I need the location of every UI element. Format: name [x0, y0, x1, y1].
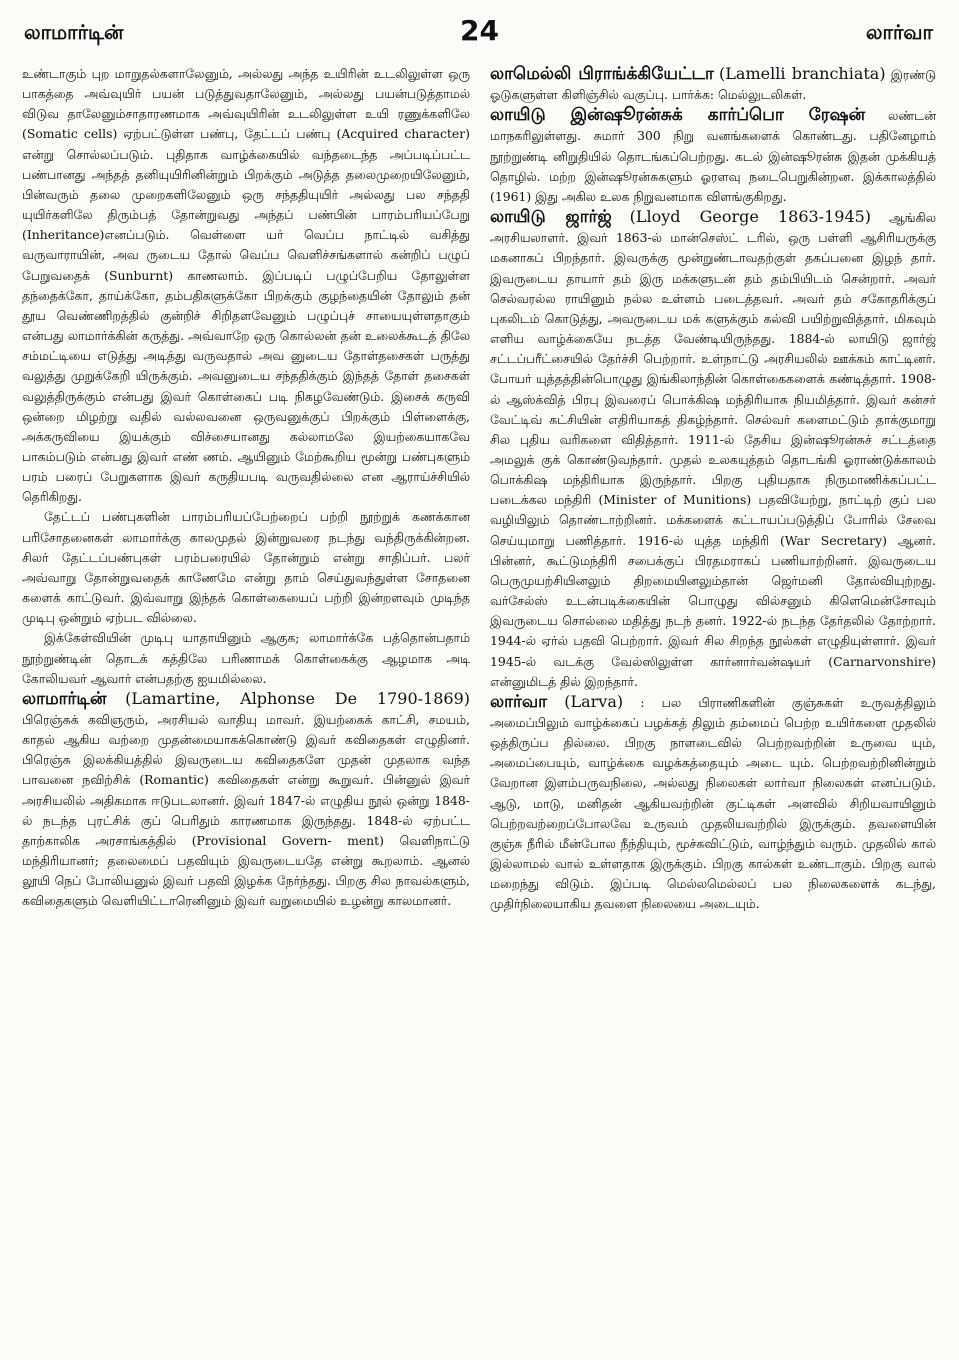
larva-entry	[490, 692, 936, 915]
lloyds-entry-body: லண்டன் மாநகரிலுள்ளது. சுமார் 300 நிறு வனங்களைக் கொண்டது. பதினேழாம் நூற்றுண்டி னிறுதியில் தொடங்கப்பெற்றது. கடல் இன்ஷூரன்சு இதன் முக்கியத் தொழில். மற்ற இன்ஷூரன்சுகளும் ஓரளவு நடைபெறுகின்றன. இக்காலத்தில் (1961) இது அகில உலக நிறுவனமாக விளங்குகிறது.	[490, 108, 936, 204]
lamellibranchiata-entry-latin: (Lamelli branchiata)	[719, 64, 886, 83]
lamartine-entry-title: லாமார்டின்	[22, 688, 107, 709]
lloyds-entry-title: லாயிடு இன்ஷூரன்சுக் கார்ப்பொ ரேஷன்	[490, 105, 866, 126]
larva-entry-body: : பல பிராணிகளின் குஞ்சுகள் உருவத்திலும் அமைப்பிலும் வாழ்க்கைப் பழக்கத் திலும் தம்மைப் பெற்ற உயிர்களை முதலில் ஒத்திருப்ப தில்லை. பிறகு நாளடைவில் பெற்றவற்றின் உருவை யும், அமைப்பையும், வாழ்க்கை வழக்கத்தையும் அடை யும். பெற்றவற்றினின்றும் வேறான இளம்பருவநிலை, அல்லது நிலைகள் லார்வா நிலைகள் எனப்படும். ஆடு, மாடு, மனிதன் ஆகியவற்றின் குட்டிகள் அளவில் சிறியவாயினும் பெற்றவற்றைப்போலவே உருவம் முதலியவற்றில் இருக்கும். தவளையின் குஞ்சு நீரில் மீன்போல நீந்தியும், மூச்சுவிட்டும், வாழ்ந்தும் வரும். முதலில் கால் இல்லாமல் வால் உள்ளதாக இருக்கும். பிறகு கால்கள் உண்டாகும். பிறகு வால் மறைந்து விடும். இப்படி மெல்லமெல்லப் பல நிலைகளைக் கடந்து, முதிர்நிலையாகிய தவளை நிலையை அடையும்.	[490, 694, 936, 912]
lamellibranchiata-entry	[490, 64, 936, 105]
larva-entry-title: லார்வா	[490, 691, 548, 712]
lloyd-george-entry	[490, 207, 936, 692]
page-number: 24	[460, 14, 499, 47]
lamarck-continuation-paragraph: உண்டாகும் புற மாறுதல்களாலேனும், அல்லது அந்த உயிரின் உடலிலுள்ள ஒரு பாகத்தை அவ்வுயிர் பயன் படுத்துவதாலேனும், அல்லது பயன்படுத்தாமல் விடுவ தாலேனும்சாதாரணமாக அவ்வுயிரின் உடலிலுள்ள உயி ரணுக்களிலே (Somatic cells) ஏற்பட்டுள்ள பண்பு, தேட்டப் பண்பு (Acquired character) என்று சொல்லப்படும். புதிதாக வாழ்க்கையில் வந்தடைந்த அப்படிப்பட்ட பண்பானது அந்தத் தனியுயிரினின்றும் பிறக்கும் அடுத்த தலைமுறையிலேனும், பின்வரும் தலை முறைகளிலேனும் ஒரு சந்ததியுயிர் அல்லது பல சந்ததி யுயிர்களிலே திரும்பத் தோன்றுவது அந்தப் பண்பின் பாரம்பரியப்பேறு (Inheritance)எனப்படும். வெள்ளை யர் வெப்ப நாட்டில் வசித்து வருவாராயின், அவ ருடைய தோல் வெப்ப வெளிச்சங்களால் கன்றிப் பழுப் பேறுவதைக் (Sunburnt) காணலாம். இப்படிப் பழுப்பேறிய தோலுள்ள தந்தைக்கோ, தாய்க்கோ, தம்பதிகளுக்கோ பிறக்கும் குழந்தையின் தோலும் தன் தூய வெண்ணிறத்தில் குன்றிச் சிறிதளவேனும் பழுப்புச் சாயையுள்ளதாகும் என்பது லாமார்க்கின் கருத்து. அவ்வாறே ஒரு கொல்லன் தன் உலைக்கூடத் திலே சம்மட்டியை எடுத்து அடித்து வருவதால் அவ னுடைய தோள்தசைகள் பருத்து வலுத்து முறுக்கேறி யிருக்கும். அவனுடைய சந்ததிக்கும் இந்தத் தோள் தசைகள் வலுத்திருக்கும் என்பது இவர் கொள்கைப் படி நிகழவேண்டும். இசைக் கருவி ஒன்றை மிழற்று வதில் வல்லவனை ஒருவனுக்குப் பிறக்கும் பிள்ளைக்கு, அக்கருவியை இயக்கும் விச்சையானது கல்லாமலே இயற்கையாகவே பாகம்படும் என்பது இவர் எண் ணம். ஆயினும் மேற்கூறிய மூன்று பண்புகளும் பரம் பரைப் பேறுகளாக இவர் கருதியபடி வருவதில்லை என ஆராய்ச்சியில் தெரிகிறது.	[22, 66, 470, 505]
lamartine-entry-body: பிரெஞ்சுக் கவிஞரும், அரசியல் வாதியு மாவர். இயற்கைக் காட்சி, சமயம், காதல் ஆகிய வற்றை முதன்மையாகக்கொண்டு இவர் கவிதைகள் எழுதினர். பிரெஞ்சு இலக்கியத்தில் இவருடைய கவிதைகளே முதன் முதலாக வந்த பாவனை நவிற்சிக் (Romantic) கவிதைகள் என்று கூறுவர். பின்னுல் இவர் அரசியலில் அதிகமாக ஈடுபடலானர். இவர் 1847-ல் எழுதிய நூல் ஒன்று 1848-ல் நடந்த புரட்சிக் குப் பெரிதும் காரணமாக இருந்தது. 1848-ல் ஏற்பட்ட தாற்காலிக அரசாங்கத்தில் (Provisional Govern- ment) வெளிநாட்டு மந்திரியானர்; தலைமைப் பதவியும் இவருடையதே என்று கூறலாம். ஆனல் லூயி நெப் போலியனுல் இவர் பதவி இழக்க நேர்ந்தது. பிறகு சில நாவல்களும், கவிதைகளும் வெளியிட்டாரெனினும் இவர் வறுமையில் உழன்று காலமானர்.	[22, 712, 470, 909]
lamartine-entry	[22, 689, 470, 912]
right-column	[490, 64, 936, 1349]
larva-entry-latin: (Larva)	[564, 691, 624, 711]
lamarck-experiments-paragraph: தேட்டப் பண்புகளின் பாரம்பரியப்பேற்றைப் பற்றி நூற்றுக் கணக்கான பரிசோதனைகள் லாமார்க்கு காலமுதல் இன்றுவரை நடந்து வந்திருக்கின்றன. சிலர் தேட்டப்பண்புகள் பரம்பரையில் தோன்றும் என்று சாதிப்பர். பலர் அவ்வாறு தோன்றுவதைக் காணேமே என்று தாம் செய்துவந்துள்ள சோதனை களைக் காட்டுவர். இவ்வாறு இந்தக் கொள்கையைப் பற்றி இன்றளவும் முடிந்த முடிபு ஒன்றும் ஏற்பட வில்லை.	[22, 509, 470, 626]
page-header	[0, 14, 959, 54]
lloyd-george-entry-body: ஆங்கில அரசியலாளர். இவர் 1863-ல் மான்செஸ்ட் டரில், ஒரு பள்ளி ஆசிரியருக்கு மகனாகப் பிறந்தார். இவருக்கு மூன்றுண்டாவதற்குள் தகப்பனை இழந் தார். இவருடைய தாயார் தம் இரு மக்களுடன் தம் தம்பியிடம் சென்றார். அவர் செல்வரல்ல ராயினும் நல்ல உள்ளம் படைத்தவர். அவர் தம் சகோதரிக்குப் புகலிடம் கொடுத்து, அவருடைய மக் களுக்கும் கல்வி பயிற்றுவித்தார். மிகவும் எளிய வாழ்க்கையே நடத்த வேண்டியிருந்தது. 1884-ல் லாயிடு ஜார்ஜ் சட்டப்பரீட்சையில் தேர்ச்சி பெற்றார். உள்நாட்டு அரசியலில் ஊக்கம் காட்டினர். போயர் யுத்தத்தின்பொழுது இங்கிலாந்தின் கொள்கைகளைக் கண்டித்தார். 1908-ல் ஆஸ்க்வித் பிரபு இவரைப் பொக்கிஷ மந்திரியாக நியமித்தார். இவர் கன்சர் வேட்டிவ் கட்சியின் எதிரியாகத் திகழ்ந்தார். செல்வர் களைமட்டும் தாக்குமாறு சில புதிய வரிகளை விதித்தார். 1911-ல் தேசிய இன்ஷூரன்சுச் சட்டத்தை அமலுக் குக் கொண்டுவந்தார். முதல் உலகயுத்தம் தொடங்கி ஓராண்டுக்காலம் பொக்கிஷ மந்திரியாக இருந்தார். பிறகு புதியதாக நிருமாணிக்கப்பட்ட படைக்கல மந்திரி (Minister of Munitions) பதவியேற்று, நாட்டிற் குப் பல வழியிலும் தொண்டாற்றினர். மக்களைக் கட்டாயப்படுத்திப் போரில் சேவை செய்யுமாறு பணித்தார். 1916-ல் யுத்த மந்திரி (War Secretary) ஆனர். பின்னர், கூட்டுமந்திரி சபைக்குப் பிரதமராகப் பணியாற்றினர். இவருடைய பெருமுயற்சியினலும் திறமையினலும்தான் ஜெர்மனி தோல்வியுற்றது. வர்சேல்ஸ் உடன்படிக்கையின் பொழுது வில்சனும் கிளெமென்சோவும் இவருடைய சொல்லை மதித்து நடந் தனர். 1922-ல் நடந்த தேர்தலில் தோற்றார். 1944-ல் ஏர்ல் பதவி பெற்றார். இவர் சில சிறந்த நூல்கள் எழுதியுள்ளார். இவர் 1945-ல் வடக்கு வேல்ஸிலுள்ள கார்னார்வன்ஷயர் (Carnarvonshire) என்னுமிடத் தில் இறந்தார்.	[490, 210, 936, 689]
lamarck-conclusion-paragraph: இக்கேள்வியின் முடிபு யாதாயினும் ஆகுக; லாமார்க்கே பத்தொன்பதாம் நூற்றுண்டின் தொடக் கத்திலே பரிணாமக் கொள்கைக்கு ஆழமாக அடி கோலியவர் ஆவார் என்பதற்கு ஐயமில்லை.	[22, 630, 470, 686]
lamellibranchiata-entry-title: லாமெல்லி பிராங்க்கியேட்டா	[490, 64, 714, 84]
header-left-guideword: லாமார்டின்	[24, 20, 124, 44]
header-right-guideword: லார்வா	[865, 20, 933, 44]
lloyd-george-entry-title: லாயிடு ஜார்ஜ்	[490, 207, 612, 228]
left-column	[22, 64, 470, 1349]
lloyds-entry	[490, 105, 936, 207]
lamartine-entry-latin: (Lamartine, Alphonse De 1790-1869)	[125, 688, 470, 708]
lamellibranchiata-entry-body: இரண்டு ஓடுகளுள்ள கிளிஞ்சில் வகுப்பு. பார்க்க: மெல்லுடலிகள்.	[490, 67, 936, 103]
lloyd-george-entry-latin: (Lloyd George 1863-1945)	[629, 207, 872, 227]
